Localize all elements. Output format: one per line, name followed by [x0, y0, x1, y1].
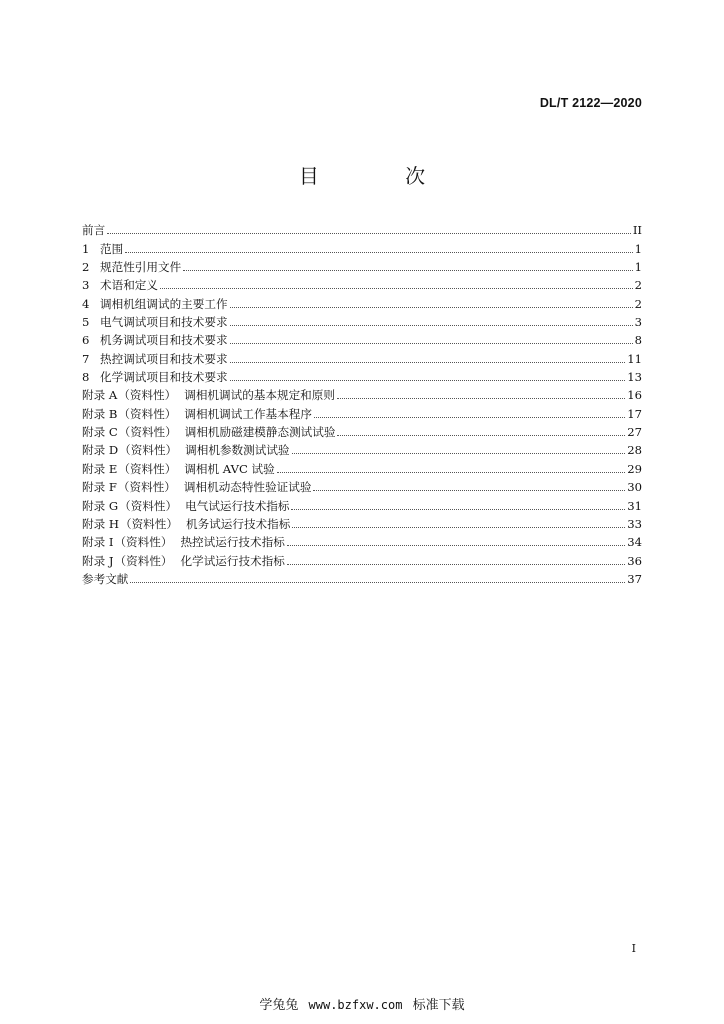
- toc-entry-label: 规范性引用文件: [100, 260, 182, 275]
- toc-entry-appendix-g[interactable]: [82, 496, 642, 514]
- toc-page-number: 16: [627, 388, 642, 403]
- toc-clause-number: 2: [82, 260, 90, 275]
- toc-entry-label: 机务试运行技术指标: [185, 516, 291, 531]
- appendix-type: （资料性）: [114, 535, 173, 550]
- toc-entry-label: 调相机组调试的主要工作: [100, 296, 228, 311]
- toc-entry-label: 化学调试项目和技术要求: [100, 370, 228, 385]
- toc-entry-references[interactable]: [82, 570, 642, 588]
- toc-entry-appendix-b[interactable]: [82, 404, 642, 422]
- toc-entry-label: 化学试运行技术指标: [180, 553, 285, 568]
- toc-page-number: 28: [627, 443, 642, 458]
- appendix-id: 附录 A: [82, 388, 118, 403]
- dot-leader: [337, 398, 625, 399]
- dot-leader: [230, 325, 633, 326]
- dot-leader: [230, 307, 633, 308]
- dot-leader: [230, 362, 626, 363]
- dot-leader: [287, 545, 625, 546]
- toc-entry-label: 电气调试项目和技术要求: [100, 315, 228, 330]
- toc-entry-label: 调相机参数测试试验: [185, 443, 290, 458]
- appendix-id: 附录 B: [82, 406, 118, 421]
- toc-clause-number: 7: [82, 351, 90, 366]
- watermark-site-name: 学兔兔: [259, 998, 299, 1013]
- toc-clause-number: 8: [82, 370, 90, 385]
- watermark-footer: [0, 994, 724, 1013]
- dot-leader: [107, 233, 631, 234]
- toc-entry-label: 调相机励磁建模静态测试试验: [184, 425, 336, 440]
- appendix-id: 附录 G: [82, 498, 119, 513]
- toc-entry-label: 机务调试项目和技术要求: [100, 333, 228, 348]
- toc-entry-label: 调相机动态特性验证试验: [183, 480, 312, 495]
- toc-entry-foreword[interactable]: [82, 221, 642, 239]
- appendix-type: （资料性）: [114, 553, 173, 568]
- toc-entry-label: 范围: [100, 241, 124, 256]
- toc-page-number: 2: [634, 278, 642, 293]
- toc-clause-number: 5: [82, 315, 90, 330]
- toc-entry-4[interactable]: [82, 294, 642, 312]
- dot-leader: [291, 509, 625, 510]
- appendix-type: （资料性）: [118, 425, 177, 440]
- toc-entry-appendix-e[interactable]: [82, 459, 642, 477]
- toc-entry-label: 调相机调试工作基本程序: [184, 406, 312, 421]
- toc-entry-appendix-f[interactable]: [82, 478, 642, 496]
- toc-entry-label: 参考文献: [82, 571, 129, 586]
- appendix-type: （资料性）: [118, 388, 177, 403]
- dot-leader: [292, 453, 626, 454]
- toc-entry-appendix-i[interactable]: [82, 533, 642, 551]
- toc-page-number: 34: [627, 535, 642, 550]
- toc-page-number: 37: [627, 571, 642, 586]
- toc-entry-appendix-d[interactable]: [82, 441, 642, 459]
- toc-entry-1[interactable]: [82, 239, 642, 257]
- toc-entry-label: 电气试运行技术指标: [185, 498, 290, 513]
- toc-entry-label: 调相机调试的基本规定和原则: [184, 388, 335, 403]
- dot-leader: [230, 380, 626, 381]
- toc-page-number: 13: [627, 370, 642, 385]
- dot-leader: [230, 343, 633, 344]
- appendix-id: 附录 E: [82, 461, 118, 476]
- toc-entry-label: 调相机 AVC 试验: [184, 461, 275, 476]
- toc-page-number: 17: [627, 406, 642, 421]
- toc-page-number: II: [632, 223, 642, 238]
- toc-entry-label: 术语和定义: [100, 278, 158, 293]
- toc-clause-number: 3: [82, 278, 90, 293]
- appendix-type: （资料性）: [118, 406, 177, 421]
- toc-entry-appendix-j[interactable]: [82, 551, 642, 569]
- toc-entry-appendix-c[interactable]: [82, 423, 642, 441]
- appendix-id: 附录 J: [82, 553, 114, 568]
- watermark-url[interactable]: www.bzfxw.com: [308, 998, 403, 1012]
- dot-leader: [277, 472, 626, 473]
- dot-leader: [292, 527, 625, 528]
- toc-page-number: 3: [634, 315, 642, 330]
- page-title: 目 次: [298, 164, 466, 188]
- watermark-tagline: 标准下载: [412, 998, 465, 1013]
- dot-leader: [337, 435, 625, 436]
- appendix-type: （资料性）: [117, 480, 176, 495]
- appendix-id: 附录 H: [82, 516, 119, 531]
- toc-page-number: 31: [627, 498, 642, 513]
- appendix-type: （资料性）: [119, 443, 178, 458]
- toc-clause-number: 4: [82, 296, 90, 311]
- toc-page-number: 1: [634, 260, 642, 275]
- table-of-contents: [82, 221, 642, 588]
- appendix-type: （资料性）: [119, 498, 178, 513]
- appendix-type: （资料性）: [118, 461, 177, 476]
- toc-page-number: 33: [627, 516, 642, 531]
- toc-clause-number: 6: [82, 333, 90, 348]
- toc-page-number: 27: [627, 425, 642, 440]
- toc-entry-appendix-a[interactable]: [82, 386, 642, 404]
- appendix-id: 附录 I: [82, 535, 114, 550]
- standard-code: DL/T 2122—2020: [539, 96, 642, 110]
- toc-page-number: 36: [627, 553, 642, 568]
- toc-entry-8[interactable]: [82, 368, 642, 386]
- toc-entry-6[interactable]: [82, 331, 642, 349]
- toc-page-number: 1: [634, 241, 642, 256]
- toc-page-number: 30: [627, 480, 642, 495]
- toc-entry-5[interactable]: [82, 313, 642, 331]
- dot-leader: [314, 417, 625, 418]
- appendix-type: （资料性）: [119, 516, 178, 531]
- appendix-id: 附录 F: [82, 480, 117, 495]
- appendix-id: 附录 D: [82, 443, 119, 458]
- dot-leader: [130, 582, 625, 583]
- toc-page-number: 8: [634, 333, 642, 348]
- dot-leader: [160, 288, 633, 289]
- toc-entry-7[interactable]: [82, 349, 642, 367]
- footer-page-number: I: [631, 942, 636, 955]
- dot-leader: [183, 270, 632, 271]
- toc-clause-number: 1: [82, 241, 90, 256]
- toc-entry-label: 热控调试项目和技术要求: [100, 351, 228, 366]
- dot-leader: [287, 564, 625, 565]
- dot-leader: [125, 252, 632, 253]
- toc-entry-3[interactable]: [82, 276, 642, 294]
- toc-entry-label: 前言: [82, 223, 106, 238]
- toc-entry-label: 热控试运行技术指标: [180, 535, 285, 550]
- toc-entry-2[interactable]: [82, 258, 642, 276]
- toc-page-number: 29: [627, 461, 642, 476]
- appendix-id: 附录 C: [82, 425, 118, 440]
- toc-page-number: 2: [634, 296, 642, 311]
- toc-page-number: 11: [627, 351, 642, 366]
- toc-entry-appendix-h[interactable]: [82, 515, 642, 533]
- dot-leader: [313, 490, 625, 491]
